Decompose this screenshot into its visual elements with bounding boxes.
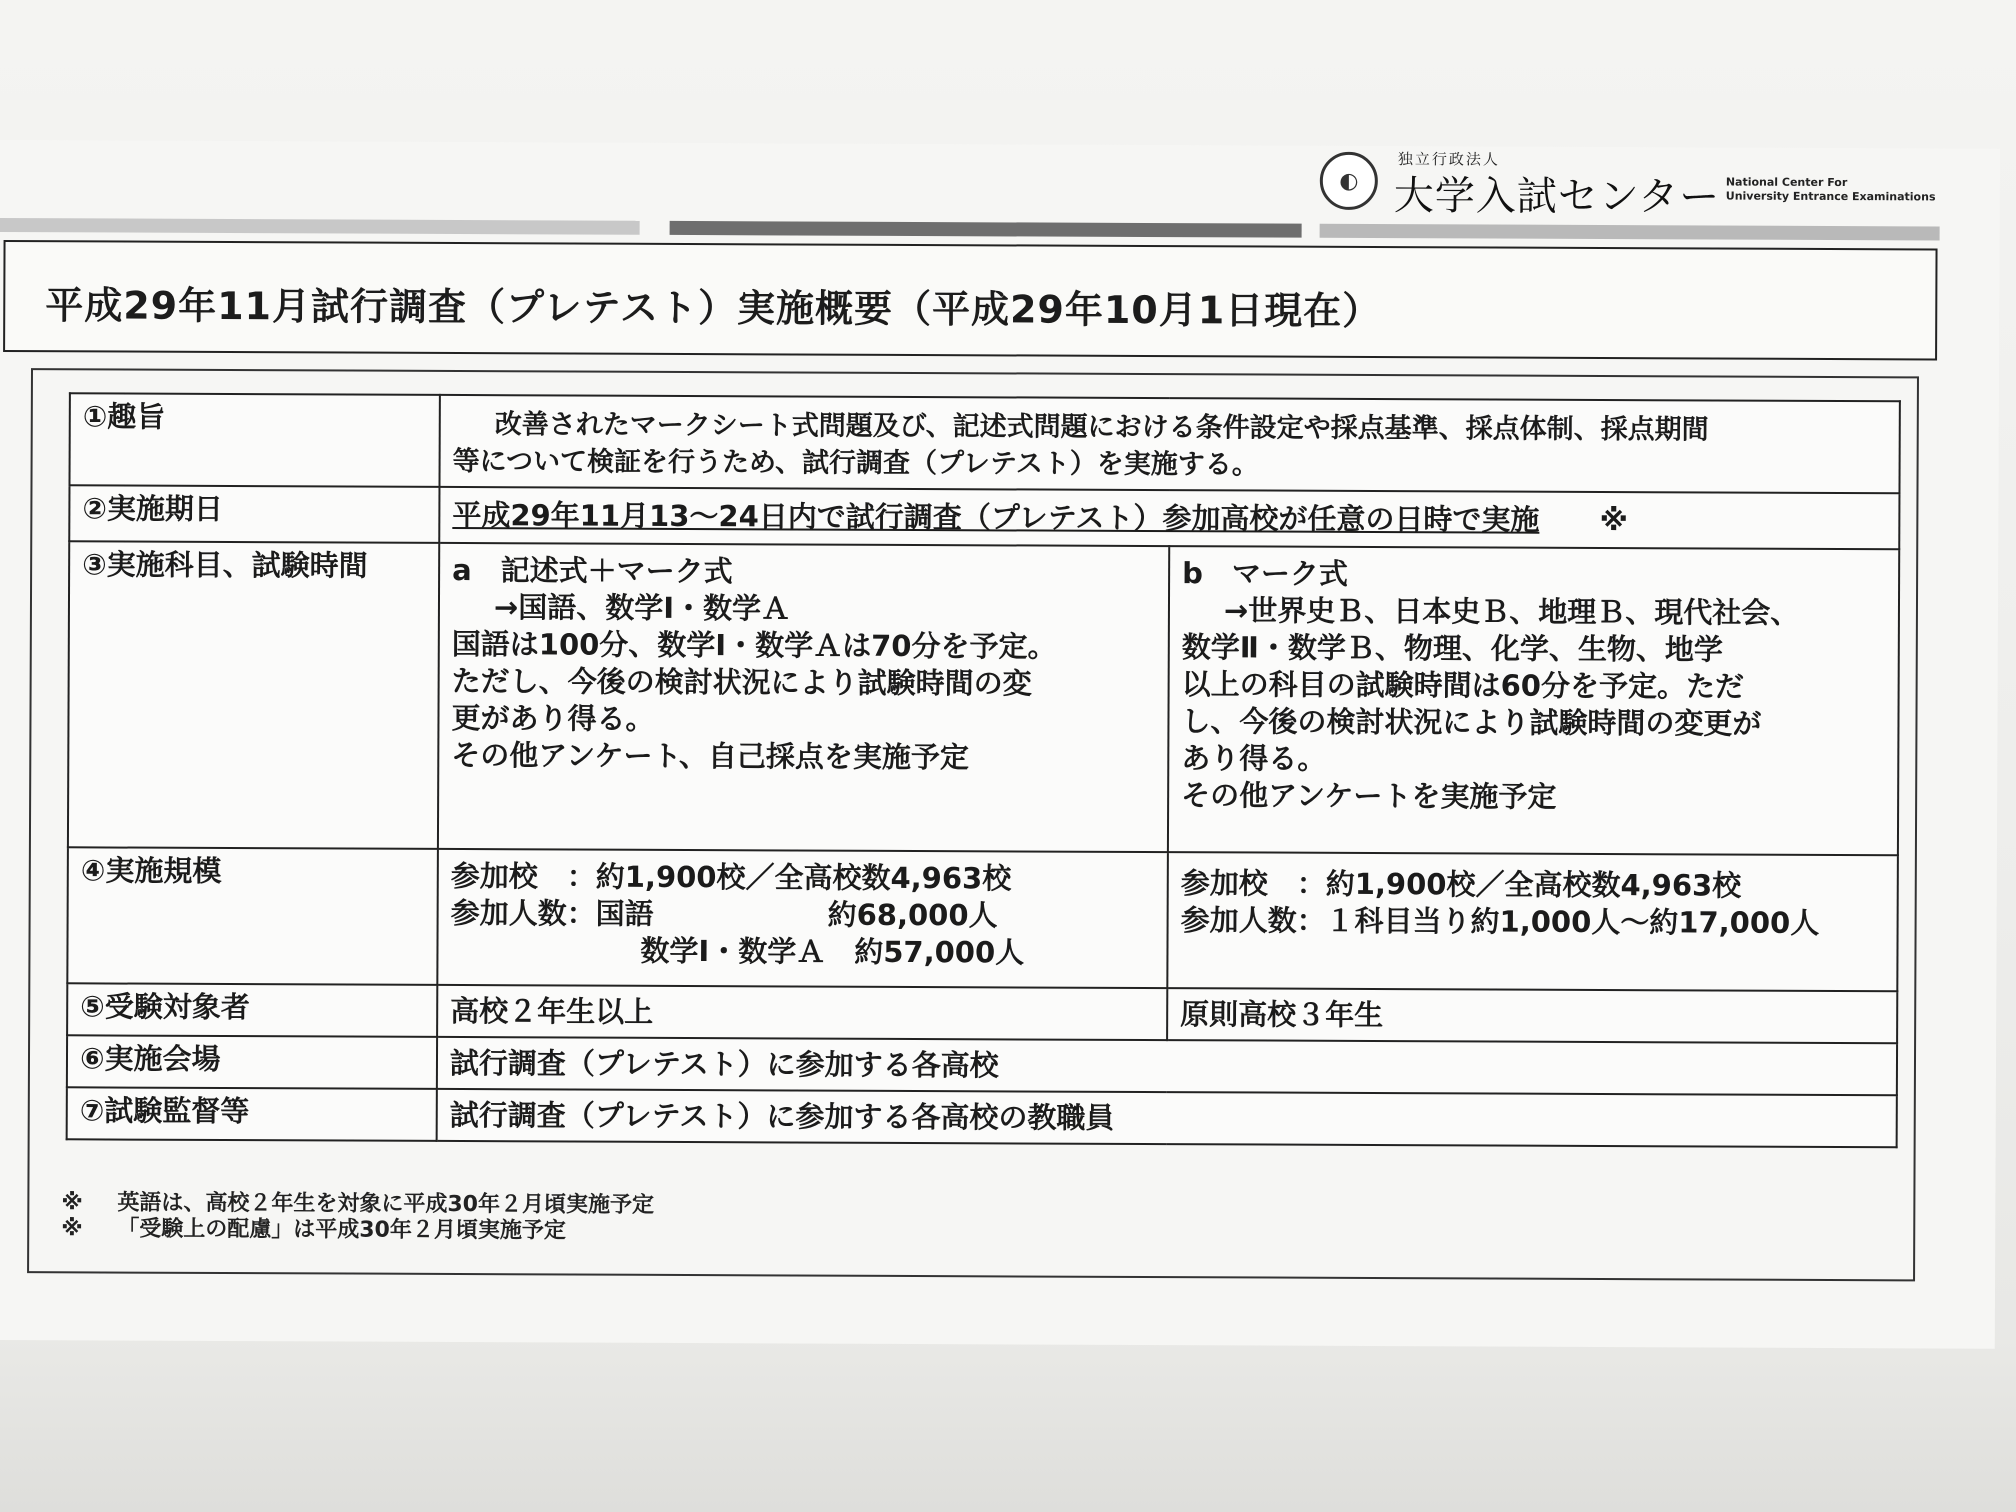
row-label-venue: ⑥実施会場 <box>67 1035 437 1089</box>
purpose-text-1: 改善されたマークシート式問題及び、記述式問題における条件設定や採点基準、採点体制、採点期間 <box>494 409 1709 446</box>
subjects-b-head: b マーク式 <box>1182 556 1348 591</box>
scale-b-line-2: 参加人数：１科目当り約1,000人～約17,000人 <box>1180 903 1820 940</box>
date-note-mark: ※ <box>1599 502 1628 537</box>
subjects-b-line-2: 以上の科目の試験時間は60分を予定。ただ <box>1181 667 1745 704</box>
page-title: 平成29年11月試行調査（プレテスト）実施概要（平成29年10月1日現在） <box>45 283 1382 334</box>
table-row <box>68 541 1899 855</box>
scale-a-line-1: 参加校 ：約1,900校／全高校数4,963校 <box>450 858 1012 896</box>
subjects-b-line-4: あり得る。 <box>1181 741 1327 776</box>
subjects-a-list-text: →国語、数学Ⅰ・数学Ａ <box>493 590 791 626</box>
subjects-b-list <box>1182 592 1886 632</box>
date-cell <box>439 487 1899 549</box>
footnote-mark: ※ <box>61 1190 83 1216</box>
slide <box>0 140 2000 1349</box>
row-label-purpose: ①趣旨 <box>69 393 439 487</box>
target-cell-b: 原則高校３年生 <box>1167 988 1897 1043</box>
date-text: 平成29年11月13～24日内で試行調査（プレテスト）参加高校が任意の日時で実施 <box>452 497 1540 537</box>
org-name: 大学入試センター <box>1393 173 1721 221</box>
subjects-cell-b <box>1168 546 1899 855</box>
subjects-b-line-5: その他アンケートを実施予定 <box>1181 778 1557 814</box>
footnote-mark: ※ <box>61 1216 83 1242</box>
scale-a-line-2: 参加人数：国語 約68,000人 <box>450 895 998 933</box>
subjects-b-line-3: し、今後の検討状況により試験時間の変更が <box>1181 704 1762 741</box>
proctor-cell: 試行調査（プレテスト）に参加する各高校の教職員 <box>437 1089 1897 1147</box>
venue-cell: 試行調査（プレテスト）に参加する各高校 <box>437 1037 1897 1095</box>
overview-table <box>66 392 1901 1148</box>
table-row <box>69 485 1899 549</box>
target-cell-a: 高校２年生以上 <box>437 985 1167 1040</box>
subjects-b-list-text: →世界史Ｂ、日本史Ｂ、地理Ｂ、現代社会、 <box>1223 593 1800 630</box>
org-english-name <box>1726 176 1936 205</box>
purpose-cell <box>439 395 1899 493</box>
table-row <box>67 847 1898 991</box>
header-stripe <box>1320 224 1940 241</box>
subjects-a-line-4: その他アンケート、自己採点を実施予定 <box>451 737 970 775</box>
header-stripe <box>670 221 1302 238</box>
scale-cell-b <box>1167 852 1898 991</box>
table-row <box>67 1087 1897 1147</box>
subjects-b-line-1: 数学Ⅱ・数学Ｂ、物理、化学、生物、地学 <box>1181 630 1723 667</box>
subjects-a-line-1: 国語は100分、数学Ⅰ・数学Ａは70分を予定。 <box>451 626 1057 664</box>
org-type: 独立行政法人 <box>1397 150 1500 169</box>
footnote <box>61 1190 654 1219</box>
subjects-a-line-2: ただし、今後の検討状況により試験時間の変 <box>451 663 1032 701</box>
footnotes <box>61 1190 654 1245</box>
row-label-target: ⑤受験対象者 <box>67 983 437 1037</box>
organization-logo <box>1320 146 1940 219</box>
footnote-text: 「受験上の配慮」は平成30年２月頃実施予定 <box>117 1216 566 1244</box>
subjects-a-head: a 記述式＋マーク式 <box>452 552 733 589</box>
footnote-text: 英語は、高校２年生を対象に平成30年２月頃実施予定 <box>117 1190 655 1218</box>
purpose-line-1 <box>453 406 1887 449</box>
header-stripe <box>0 218 640 235</box>
subjects-a-line-3: 更があり得る。 <box>451 700 655 736</box>
org-english-line-2: University Entrance Examinations <box>1725 189 1936 204</box>
table-surface <box>0 1340 2016 1512</box>
scale-b-line-1: 参加校 ：約1,900校／全高校数4,963校 <box>1180 866 1742 903</box>
row-label-date: ②実施期日 <box>69 485 439 543</box>
row-label-proctor: ⑦試験監督等 <box>67 1087 437 1141</box>
table-row <box>69 393 1899 493</box>
org-english-line-1: National Center For <box>1725 175 1848 190</box>
purpose-line-2: 等について検証を行うため、試行調査（プレテスト）を実施する。 <box>452 445 1259 481</box>
row-label-subjects: ③実施科目、試験時間 <box>68 541 439 849</box>
subjects-a-list <box>452 589 1156 629</box>
subjects-cell-a <box>438 543 1169 852</box>
seal-icon: ◐ <box>1320 152 1378 210</box>
scale-cell-a <box>437 849 1168 988</box>
scale-a-line-3 <box>450 932 1154 972</box>
footnote <box>61 1216 654 1245</box>
scale-a-line-3-text: 数学Ⅰ・数学Ａ 約57,000人 <box>640 933 1025 970</box>
row-label-scale: ④実施規模 <box>67 847 438 985</box>
table-row <box>67 983 1897 1043</box>
table-row <box>67 1035 1897 1095</box>
title-box <box>3 240 1937 360</box>
